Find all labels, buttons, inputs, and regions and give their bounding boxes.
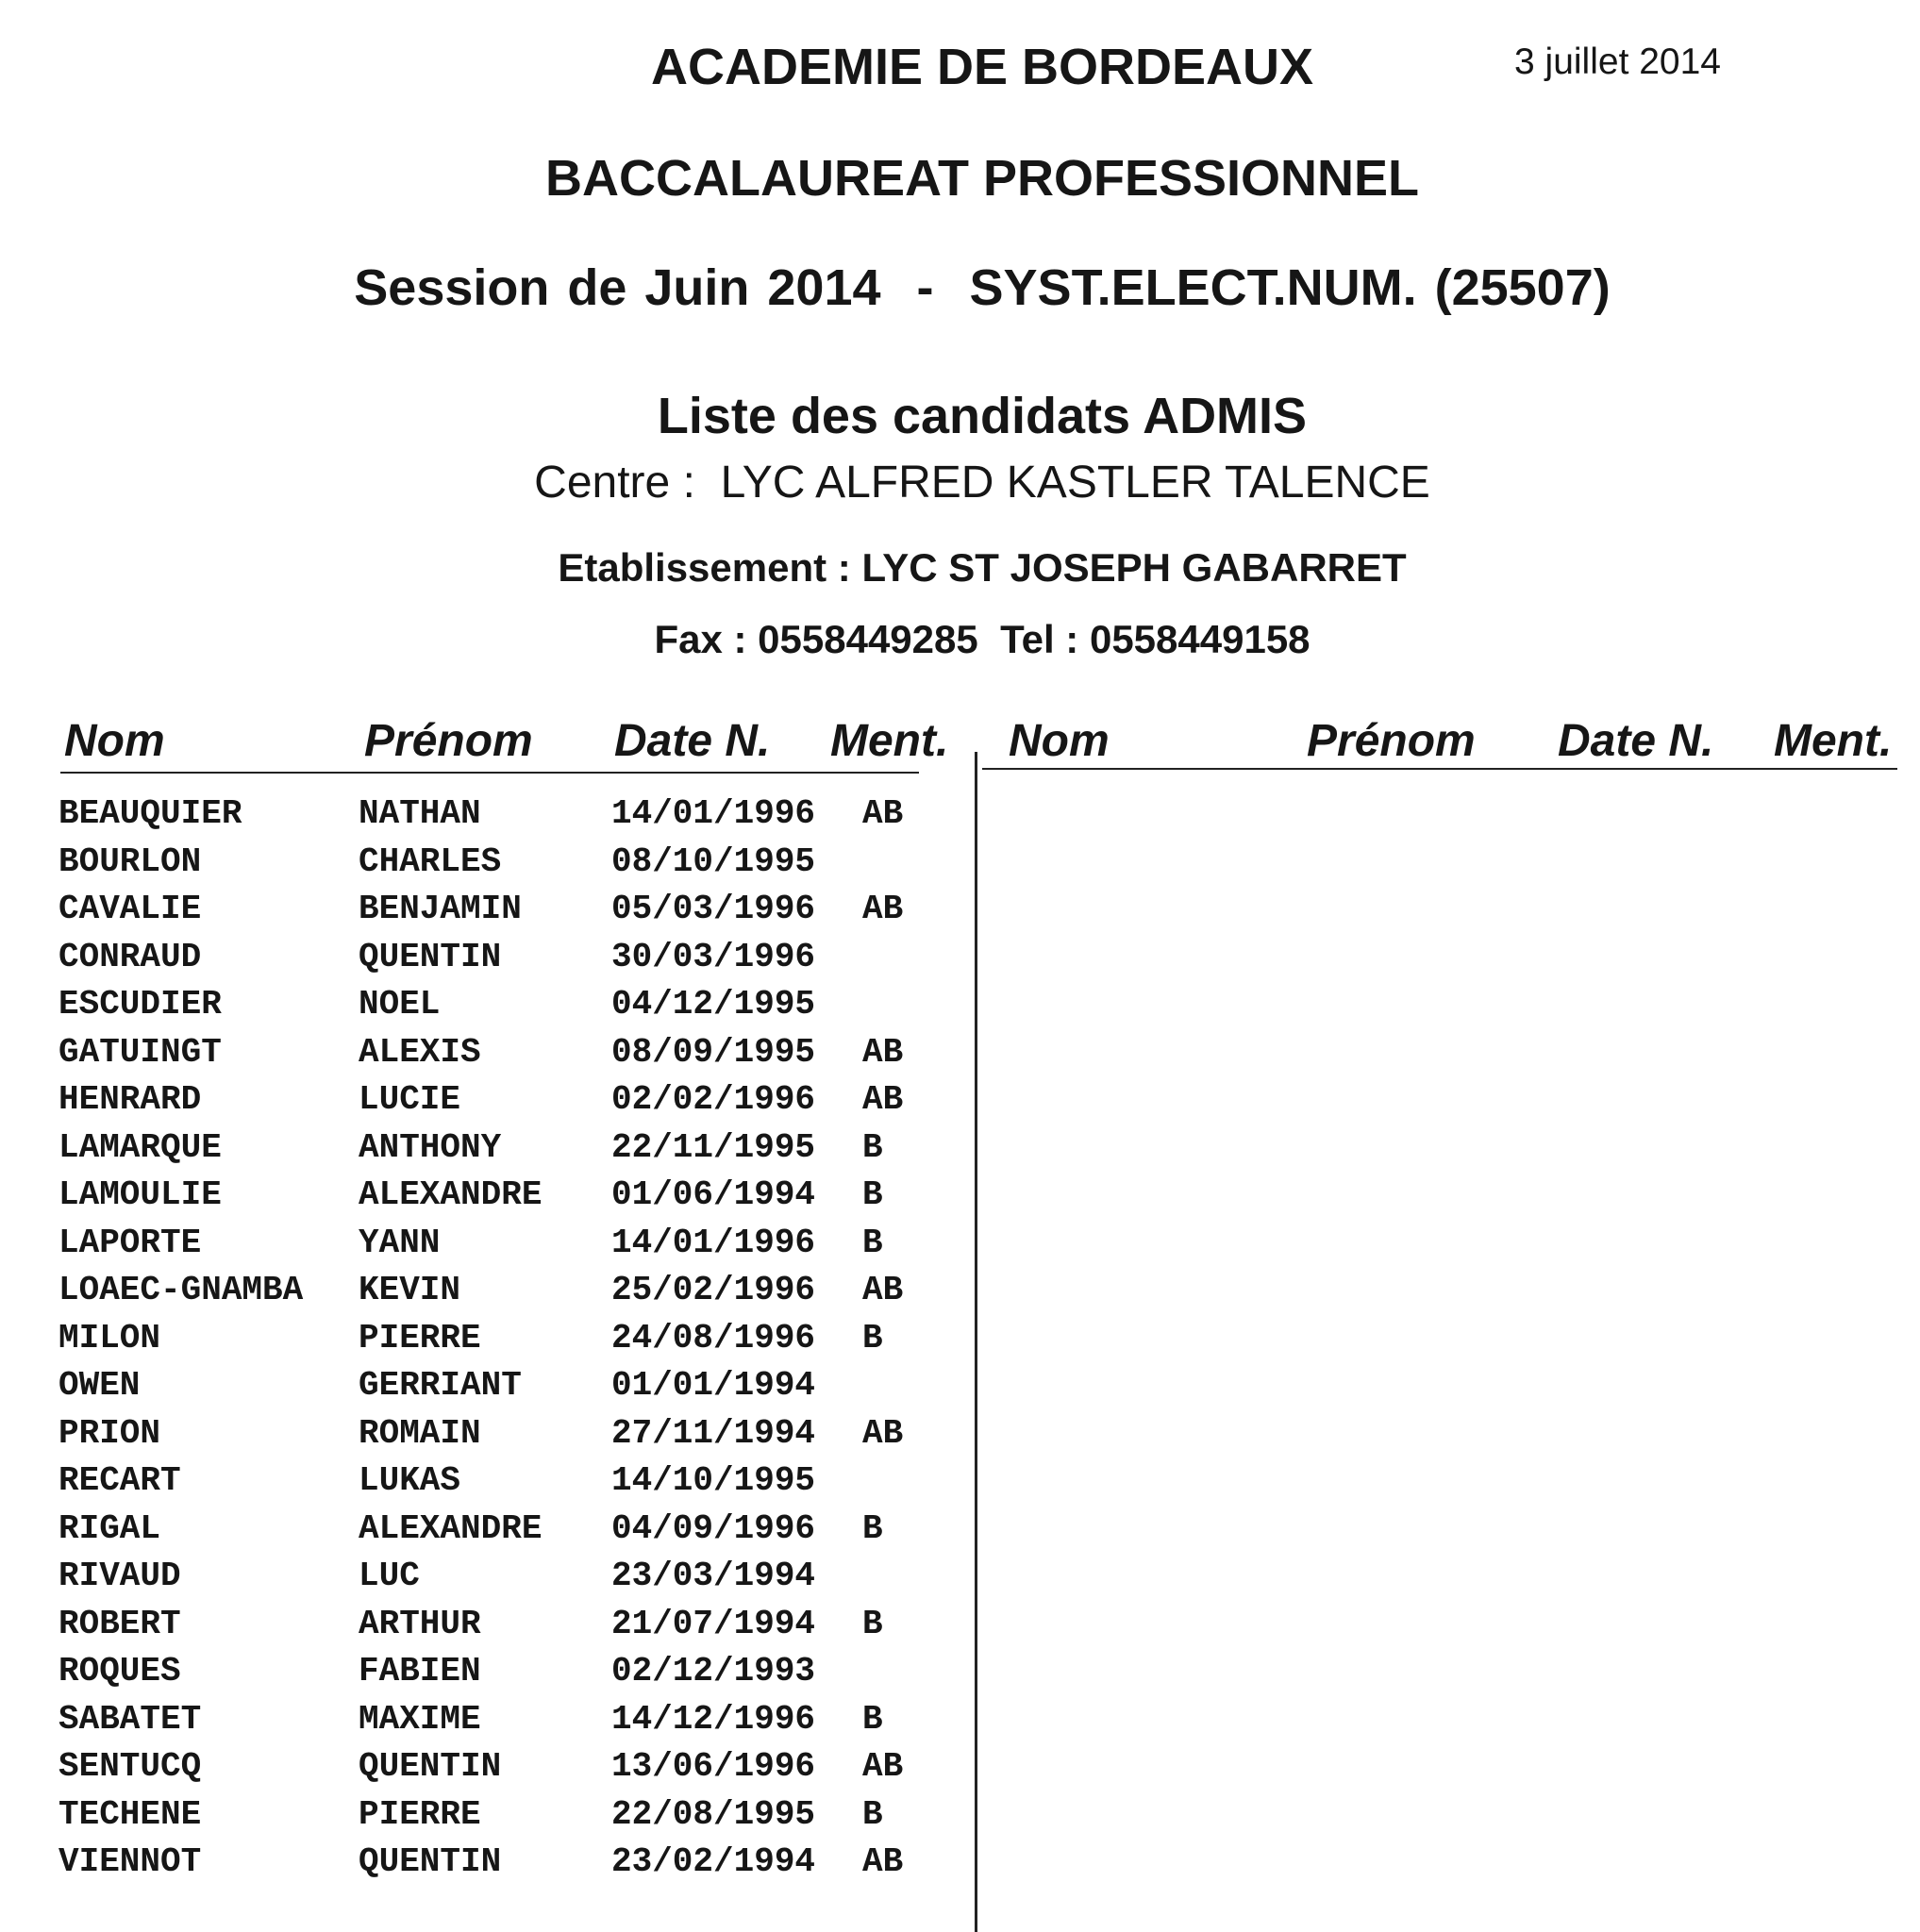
- header-rule-left: [60, 772, 919, 774]
- column-header-mention-left: Ment.: [830, 716, 949, 766]
- candidate-date: 04/09/1996: [611, 1508, 816, 1548]
- candidate-date: 25/02/1996: [611, 1271, 816, 1309]
- candidate-prenom: PIERRE: [359, 1318, 481, 1357]
- candidate-nom: LAMOULIE: [58, 1175, 222, 1214]
- column-header-date-left: Date N.: [614, 716, 771, 766]
- candidate-prenom: KEVIN: [359, 1271, 461, 1309]
- candidate-date: 30/03/1996: [611, 937, 816, 976]
- candidate-mention: B: [862, 1175, 883, 1214]
- candidate-date: 08/10/1995: [611, 841, 816, 881]
- candidate-prenom: PIERRE: [359, 1794, 481, 1834]
- candidate-nom: MILON: [58, 1318, 161, 1357]
- candidate-date: 08/09/1995: [611, 1032, 816, 1072]
- candidate-prenom: LUC: [359, 1557, 420, 1595]
- candidate-date: 01/06/1994: [611, 1175, 816, 1214]
- exam-title: BACCALAUREAT PROFESSIONNEL: [544, 150, 1419, 207]
- table-row: [58, 794, 964, 842]
- table-row: [58, 1509, 964, 1557]
- table-row: [58, 1271, 964, 1319]
- candidate-prenom: LUCIE: [359, 1080, 461, 1119]
- column-header-nom-left: Nom: [64, 716, 165, 766]
- candidate-mention: B: [862, 1699, 883, 1739]
- table-row: [58, 842, 964, 891]
- candidate-mention: AB: [862, 794, 904, 833]
- table-row: [58, 1080, 964, 1128]
- candidate-nom: TECHENE: [58, 1794, 202, 1834]
- candidate-prenom: LUKAS: [359, 1461, 461, 1500]
- candidate-nom: OWEN: [58, 1366, 141, 1405]
- candidate-nom: SENTUCQ: [58, 1747, 202, 1786]
- column-divider: [975, 752, 977, 1932]
- centre-line: Centre : LYC ALFRED KASTLER TALENCE: [534, 458, 1430, 508]
- candidate-date: 14/10/1995: [611, 1461, 816, 1500]
- candidate-mention: AB: [862, 1080, 904, 1119]
- candidate-date: 05/03/1996: [611, 890, 816, 928]
- column-header-mention-right: Ment.: [1774, 716, 1893, 766]
- candidate-nom: SABATET: [58, 1699, 202, 1739]
- candidate-prenom: ROMAIN: [359, 1413, 481, 1453]
- candidate-nom: BEAUQUIER: [58, 794, 242, 833]
- candidate-date: 04/12/1995: [611, 985, 816, 1024]
- candidate-mention: B: [862, 1127, 883, 1167]
- table-row: [58, 1175, 964, 1224]
- etablissement-line: Etablissement : LYC ST JOSEPH GABARRET: [558, 545, 1407, 590]
- table-row: [58, 1557, 964, 1605]
- contact-line: Fax : 0558449285 Tel : 0558449158: [654, 617, 1311, 661]
- table-row: [58, 985, 964, 1033]
- candidate-prenom: ALEXANDRE: [359, 1508, 543, 1548]
- candidate-date: 14/01/1996: [611, 794, 816, 833]
- table-row: [58, 1461, 964, 1509]
- table-row: [58, 1224, 964, 1272]
- table-row: [58, 1319, 964, 1367]
- session-title: Session de Juin 2014 - SYST.ELECT.NUM. (25507): [354, 259, 1611, 316]
- column-header-prenom-right: Prénom: [1307, 716, 1476, 766]
- candidate-mention: AB: [862, 890, 904, 928]
- candidate-mention: B: [862, 1508, 883, 1548]
- table-row: [58, 1842, 964, 1890]
- candidate-date: 02/02/1996: [611, 1080, 816, 1119]
- table-row: [58, 1795, 964, 1843]
- candidate-prenom: QUENTIN: [359, 1747, 502, 1786]
- candidate-nom: ROQUES: [58, 1652, 181, 1690]
- candidate-nom: CONRAUD: [58, 937, 202, 976]
- table-row: [58, 938, 964, 986]
- candidate-date: 13/06/1996: [611, 1747, 816, 1786]
- candidate-nom: LAMARQUE: [58, 1127, 222, 1167]
- candidate-prenom: ARTHUR: [359, 1604, 481, 1643]
- table-row: [58, 1700, 964, 1748]
- candidate-prenom: QUENTIN: [359, 937, 502, 976]
- candidate-nom: RECART: [58, 1461, 181, 1500]
- table-row: [58, 1366, 964, 1414]
- table-row: [58, 1128, 964, 1176]
- candidates-list: [58, 794, 964, 1890]
- candidate-mention: AB: [862, 1271, 904, 1309]
- candidate-date: 14/01/1996: [611, 1223, 816, 1262]
- candidate-prenom: YANN: [359, 1223, 441, 1262]
- academy-title: ACADEMIE DE BORDEAUX: [650, 39, 1314, 95]
- candidate-date: 02/12/1993: [611, 1652, 816, 1690]
- candidate-mention: B: [862, 1604, 883, 1643]
- table-row: [58, 890, 964, 938]
- candidate-nom: VIENNOT: [58, 1842, 202, 1881]
- candidate-mention: B: [862, 1223, 883, 1262]
- candidate-prenom: GERRIANT: [359, 1366, 522, 1405]
- document-date: 3 juillet 2014: [1514, 42, 1721, 82]
- list-title: Liste des candidats ADMIS: [657, 388, 1308, 444]
- candidate-prenom: NATHAN: [359, 794, 481, 833]
- candidate-date: 14/12/1996: [611, 1699, 816, 1739]
- candidate-prenom: ALEXANDRE: [359, 1175, 543, 1214]
- candidate-nom: ROBERT: [58, 1604, 181, 1643]
- candidate-prenom: BENJAMIN: [359, 890, 522, 928]
- candidate-date: 01/01/1994: [611, 1366, 816, 1405]
- candidate-prenom: MAXIME: [359, 1699, 481, 1739]
- candidate-mention: B: [862, 1318, 883, 1357]
- candidate-nom: ESCUDIER: [58, 985, 222, 1024]
- candidate-nom: PRION: [58, 1413, 161, 1453]
- candidate-nom: GATUINGT: [58, 1032, 222, 1072]
- table-row: [58, 1747, 964, 1795]
- table-row: [58, 1033, 964, 1081]
- column-header-date-right: Date N.: [1558, 716, 1714, 766]
- candidate-mention: AB: [862, 1032, 904, 1072]
- candidate-prenom: CHARLES: [359, 841, 502, 881]
- candidate-nom: BOURLON: [58, 841, 202, 881]
- candidate-prenom: FABIEN: [359, 1652, 481, 1690]
- candidate-nom: LOAEC-GNAMBA: [58, 1271, 304, 1309]
- candidate-prenom: NOEL: [359, 985, 441, 1024]
- table-row: [58, 1414, 964, 1462]
- candidate-date: 22/08/1995: [611, 1794, 816, 1834]
- table-row: [58, 1605, 964, 1653]
- table-row: [58, 1652, 964, 1700]
- column-header-nom-right: Nom: [1009, 716, 1110, 766]
- candidate-date: 27/11/1994: [611, 1413, 816, 1453]
- candidate-mention: AB: [862, 1842, 904, 1881]
- candidate-nom: HENRARD: [58, 1080, 202, 1119]
- column-header-prenom-left: Prénom: [364, 716, 533, 766]
- candidate-nom: RIVAUD: [58, 1557, 181, 1595]
- candidate-mention: AB: [862, 1413, 904, 1453]
- candidate-nom: RIGAL: [58, 1508, 161, 1548]
- candidate-date: 24/08/1996: [611, 1318, 816, 1357]
- candidate-date: 22/11/1995: [611, 1127, 816, 1167]
- candidate-nom: CAVALIE: [58, 890, 202, 928]
- header-rule-right: [982, 768, 1897, 770]
- candidate-prenom: ALEXIS: [359, 1032, 481, 1072]
- candidate-mention: AB: [862, 1747, 904, 1786]
- candidate-date: 21/07/1994: [611, 1604, 816, 1643]
- candidate-date: 23/02/1994: [611, 1842, 816, 1881]
- candidate-prenom: ANTHONY: [359, 1127, 502, 1167]
- candidate-date: 23/03/1994: [611, 1557, 816, 1595]
- candidate-nom: LAPORTE: [58, 1223, 202, 1262]
- candidate-mention: B: [862, 1794, 883, 1834]
- candidate-prenom: QUENTIN: [359, 1842, 502, 1881]
